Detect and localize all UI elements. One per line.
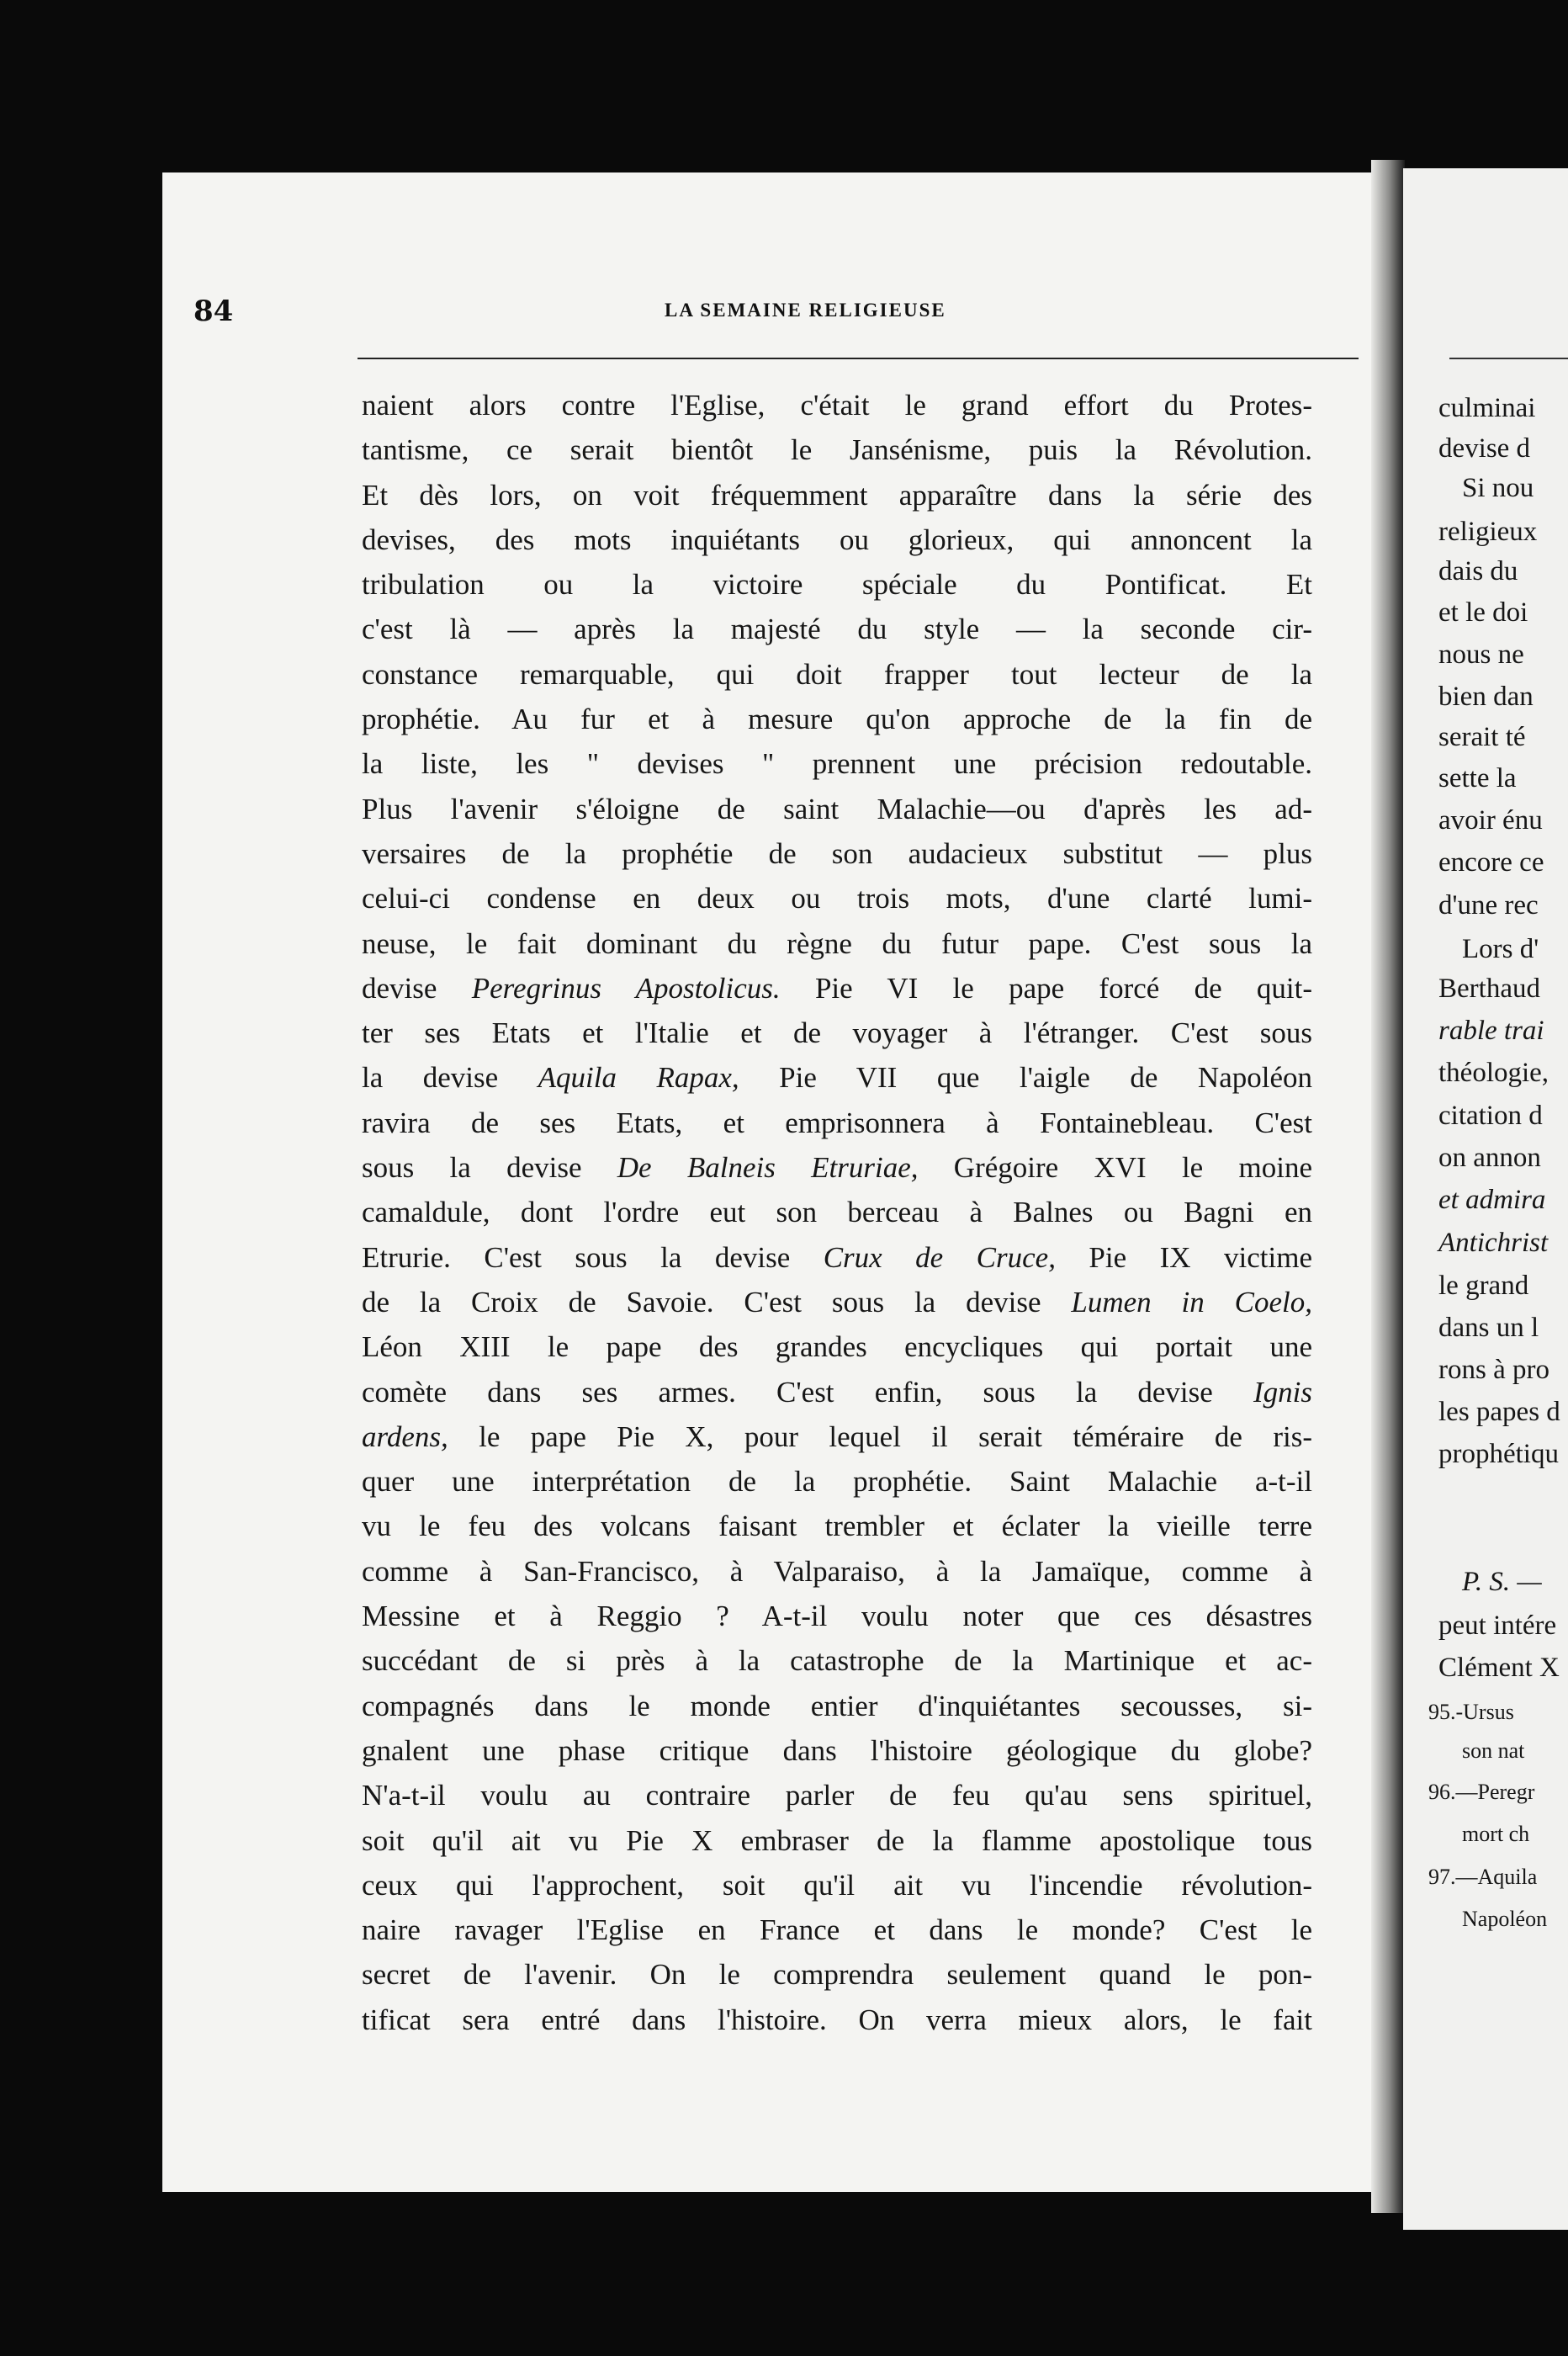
facing-page-line: Clément X — [1438, 1653, 1560, 1683]
text-line: N'a-t-il voulu au contraire parler de feu qu'au sens spirituel, — [362, 1779, 1312, 1812]
facing-page-line: Lors d' — [1462, 934, 1539, 964]
text-segment: Pie VI le pape forcé de quit- — [780, 971, 1312, 1005]
facing-page-line: P. S. — — [1462, 1567, 1542, 1597]
text-line: succédant de si près à la catastrophe de la Martinique et ac- — [362, 1644, 1312, 1678]
text-segment: Etrurie. C'est sous la devise — [362, 1240, 824, 1274]
text-line: prophétie. Au fur et à mesure qu'on approche de la fin de — [362, 703, 1312, 736]
facing-page-line: le grand — [1438, 1271, 1529, 1301]
facing-page-line: 95.-Ursus — [1428, 1700, 1514, 1724]
facing-page-line: et admira — [1438, 1185, 1546, 1215]
header-rule — [358, 358, 1359, 359]
text-line — [362, 1235, 1312, 1280]
text-line: celui-ci condense en deux ou trois mots, d'une clarté lumi- — [362, 882, 1312, 915]
italic-phrase: Peregrinus Apostolicus. — [471, 971, 781, 1005]
italic-phrase: Aquila Rapax, — [538, 1061, 739, 1095]
facing-page-line: bien dan — [1438, 682, 1534, 712]
page-number: 84 — [193, 294, 234, 328]
facing-page-line: avoir énu — [1438, 805, 1543, 836]
text-segment: comète dans ses armes. C'est enfin, sous la devise — [362, 1375, 1253, 1409]
text-line — [362, 966, 1312, 1011]
italic-phrase: Lumen in Coelo, — [1071, 1285, 1312, 1319]
italic-phrase: Ignis — [1253, 1375, 1312, 1409]
facing-page-line: et le doi — [1438, 597, 1528, 628]
text-line: comme à San-Francisco, à Valparaiso, à la Jamaïque, comme à — [362, 1554, 1312, 1588]
body-text — [362, 383, 1312, 2042]
facing-page-line: Berthaud — [1438, 974, 1540, 1004]
facing-page-line: prophétiqu — [1438, 1439, 1559, 1469]
text-line — [362, 1370, 1312, 1414]
text-segment: Grégoire XVI le moine — [918, 1151, 1312, 1185]
text-line: Léon XIII le pape des grandes encycliques qui portait une — [362, 1330, 1312, 1364]
page-header — [193, 294, 1304, 328]
facing-page-line: devise d — [1438, 433, 1531, 464]
text-line: quer une interprétation de la prophétie. Saint Malachie a-t-il — [362, 1465, 1312, 1499]
italic-phrase: Crux de Cruce, — [823, 1240, 1056, 1274]
facing-page-line: peut intére — [1438, 1610, 1557, 1641]
text-line — [362, 1145, 1312, 1190]
text-line: la liste, les " devises " prennent une précision redoutable. — [362, 747, 1312, 781]
text-segment: sous la devise — [362, 1151, 617, 1185]
facing-page-line: les papes d — [1438, 1397, 1560, 1427]
facing-page-line: citation d — [1438, 1101, 1543, 1131]
facing-page-line: sette la — [1438, 763, 1517, 793]
facing-page-line: encore ce — [1438, 847, 1544, 878]
facing-page — [1403, 168, 1568, 2230]
text-segment: la devise — [362, 1061, 538, 1095]
text-line: versaires de la prophétie de son audacieux substitut — plus — [362, 836, 1312, 870]
facing-page-line: religieux — [1438, 517, 1538, 547]
text-line: neuse, le fait dominant du règne du futur pape. C'est sous la — [362, 926, 1312, 960]
facing-page-line: dais du — [1438, 556, 1518, 586]
text-segment: devise — [362, 971, 472, 1005]
text-line — [362, 1280, 1312, 1324]
text-line: ravira de ses Etats, et emprisonnera à Fontainebleau. C'est — [362, 1106, 1312, 1139]
text-line: tantisme, ce serait bientôt le Jansénisme, puis la Révolution. — [362, 433, 1312, 467]
text-line: camaldule, dont l'ordre eut son berceau à Balnes ou Bagni en — [362, 1196, 1312, 1229]
text-line: compagnés dans le monde entier d'inquiétantes secousses, si- — [362, 1689, 1312, 1722]
text-line — [362, 1414, 1312, 1459]
facing-page-line: culminai — [1438, 393, 1536, 423]
text-line: naire ravager l'Eglise en France et dans le monde? C'est le — [362, 1913, 1312, 1947]
text-segment: Pie VII que l'aigle de Napoléon — [739, 1061, 1312, 1095]
text-line: vu le feu des volcans faisant trembler et éclater la vieille terre — [362, 1510, 1312, 1543]
facing-page-line: Napoléon — [1462, 1907, 1548, 1931]
text-line: naient alors contre l'Eglise, c'était le grand effort du Protes- — [362, 389, 1312, 422]
facing-page-line: nous ne — [1438, 639, 1524, 670]
facing-page-rule — [1449, 358, 1568, 359]
text-line: gnalent une phase critique dans l'histoire géologique du globe? — [362, 1733, 1312, 1767]
text-segment: Pie IX victime — [1055, 1240, 1312, 1274]
facing-page-line: d'une rec — [1438, 890, 1539, 921]
facing-page-line: on annon — [1438, 1143, 1541, 1173]
text-line: ceux qui l'approchent, soit qu'il ait vu l'incendie révolution- — [362, 1868, 1312, 1902]
text-segment: de la Croix de Savoie. C'est sous la devise — [362, 1285, 1072, 1319]
facing-page-line: son nat — [1462, 1738, 1525, 1763]
facing-page-line: théologie, — [1438, 1058, 1549, 1088]
text-line: constance remarquable, qui doit frapper tout lecteur de la — [362, 657, 1312, 691]
facing-page-line: serait té — [1438, 722, 1526, 752]
text-line: Messine et à Reggio ? A-t-il voulu noter que ces désastres — [362, 1600, 1312, 1633]
facing-page-line: 96.—Peregr — [1428, 1780, 1535, 1804]
facing-page-line: rons à pro — [1438, 1355, 1549, 1385]
text-line: c'est là — après la majesté du style — la seconde cir- — [362, 613, 1312, 646]
text-segment: le pape Pie X, pour lequel il serait téméraire de ris- — [448, 1419, 1312, 1453]
italic-phrase: De Balneis Etruriae, — [617, 1151, 919, 1185]
text-line: secret de l'avenir. On le comprendra seulement quand le pon- — [362, 1958, 1312, 1992]
text-line: ter ses Etats et l'Italie et de voyager à l'étranger. C'est sous — [362, 1016, 1312, 1050]
text-line: tificat sera entré dans l'histoire. On verra mieux alors, le fait — [362, 2003, 1312, 2036]
text-line: soit qu'il ait vu Pie X embraser de la flamme apostolique tous — [362, 1823, 1312, 1857]
facing-page-line: rable trai — [1438, 1016, 1544, 1046]
text-line: tribulation ou la victoire spéciale du Pontificat. Et — [362, 568, 1312, 602]
book-gutter — [1371, 160, 1405, 2213]
italic-phrase: ardens, — [362, 1419, 448, 1453]
text-line — [362, 1055, 1312, 1100]
text-line: Et dès lors, on voit fréquemment apparaître dans la série des — [362, 478, 1312, 512]
facing-page-line: mort ch — [1462, 1822, 1530, 1846]
facing-page-line: Antichrist — [1438, 1228, 1549, 1258]
running-title: LA SEMAINE RELIGIEUSE — [665, 300, 946, 321]
facing-page-line: 97.—Aquila — [1428, 1865, 1538, 1889]
text-line: devises, des mots inquiétants ou glorieux, qui annoncent la — [362, 523, 1312, 556]
text-line: Plus l'avenir s'éloigne de saint Malachie—ou d'après les ad- — [362, 792, 1312, 825]
facing-page-line: Si nou — [1462, 473, 1534, 503]
facing-page-line: dans un l — [1438, 1313, 1539, 1343]
